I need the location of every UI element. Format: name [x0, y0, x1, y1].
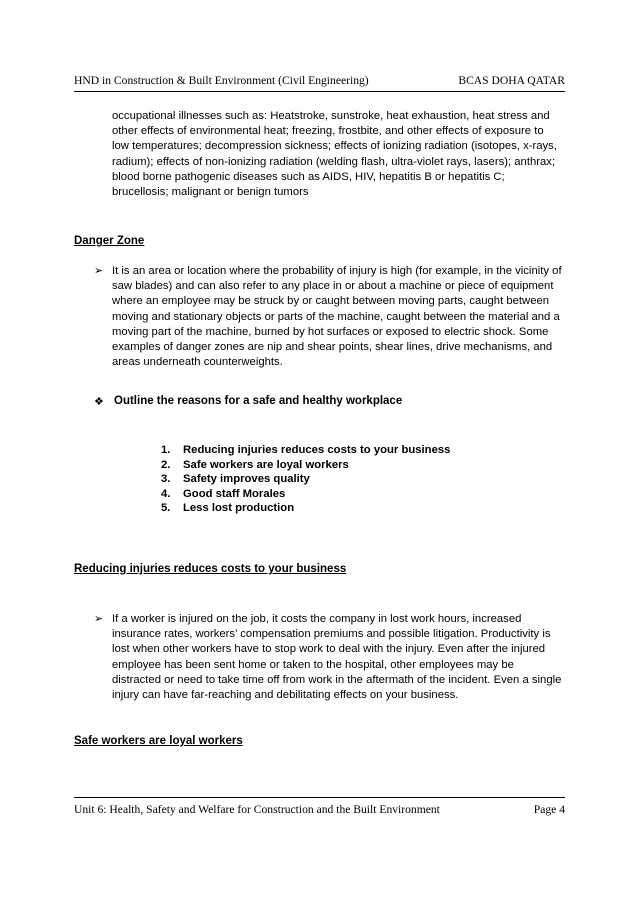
- page-header: [74, 70, 565, 92]
- list-item-text: Good staff Morales: [183, 487, 286, 500]
- list-item-number: 2.: [161, 458, 171, 471]
- intro-paragraph: occupational illnesses such as: Heatstroke, sunstroke, heat exhaustion, heat stress and other effects of environmental heat; freezing, frostbite, and other effects of exposure to low temperatures; decompression sickness; effects of ionizing radiation (isotopes, x-rays, radium); effects of non-ionizing radiation (welding flash, ultra-violet rays, lasers); anthrax; blood borne pathogenic diseases such as AIDS, HIV, hepatitis B or hepatitis C; brucellosis; malignant or benign tumors: [112, 110, 557, 199]
- diamond-bullet-icon: ❖: [94, 396, 104, 408]
- list-item-number: 1.: [161, 444, 171, 456]
- footer-unit-title: Unit 6: Health, Safety and Welfare for Construction and the Built Environment: [74, 803, 440, 816]
- list-item-number: 3.: [161, 473, 171, 485]
- list-item: [161, 472, 450, 487]
- list-item-text: Reducing injuries reduces costs to your business: [183, 444, 451, 456]
- reducing-injuries-heading: Reducing injuries reduces costs to your business: [74, 563, 347, 575]
- reducing-injuries-text: If a worker is injured on the job, it costs the company in lost work hours, increased insurance rates, workers’ compensation premiums and possible litigation. Productivity is lost when other workers have to stop work to deal with the injury. Even after the injured employee has been sent home or taken to the hospital, other employees may be distracted or need to take time off from work in the aftermath of the incident. Even a single injury can have far-reaching and debilitating effects on your business.: [112, 613, 562, 702]
- list-item-number: 4.: [161, 487, 171, 500]
- header-institution: BCAS DOHA QATAR: [458, 74, 565, 87]
- outline-heading: Outline the reasons for a safe and healthy workplace: [114, 395, 403, 407]
- header-course-title: HND in Construction & Built Environment (Civil Engineering): [74, 74, 369, 87]
- arrow-bullet-icon: ➢: [94, 265, 104, 277]
- page-number: Page 4: [533, 803, 565, 816]
- page-footer: [74, 797, 565, 821]
- list-item: [161, 458, 450, 473]
- danger-zone-text: It is an area or location where the probability of injury is high (for example, in the vicinity of saw blades) and can also refer to any place in or about a machine or piece of equipment where an employee may be struck by or caught between moving parts, caught between moving and stationary objects or parts of the machine, caught between the material and a moving part of the machine, burned by hot surfaces or exposed to electric shock. Some examples of danger zones are nip and shear points, shear lines, drive mechanisms, and areas underneath counterweights.: [112, 265, 562, 369]
- reasons-list: [161, 443, 450, 516]
- list-item: [161, 443, 450, 458]
- list-item-number: 5.: [161, 502, 171, 514]
- list-item: [161, 487, 450, 502]
- danger-zone-heading: Danger Zone: [74, 235, 145, 247]
- list-item-text: Safety improves quality: [183, 473, 310, 485]
- list-item-text: Less lost production: [183, 502, 295, 514]
- list-item: [161, 501, 450, 516]
- list-item-text: Safe workers are loyal workers: [183, 458, 349, 471]
- safe-workers-heading: Safe workers are loyal workers: [74, 735, 243, 747]
- arrow-bullet-icon: ➢: [94, 613, 104, 625]
